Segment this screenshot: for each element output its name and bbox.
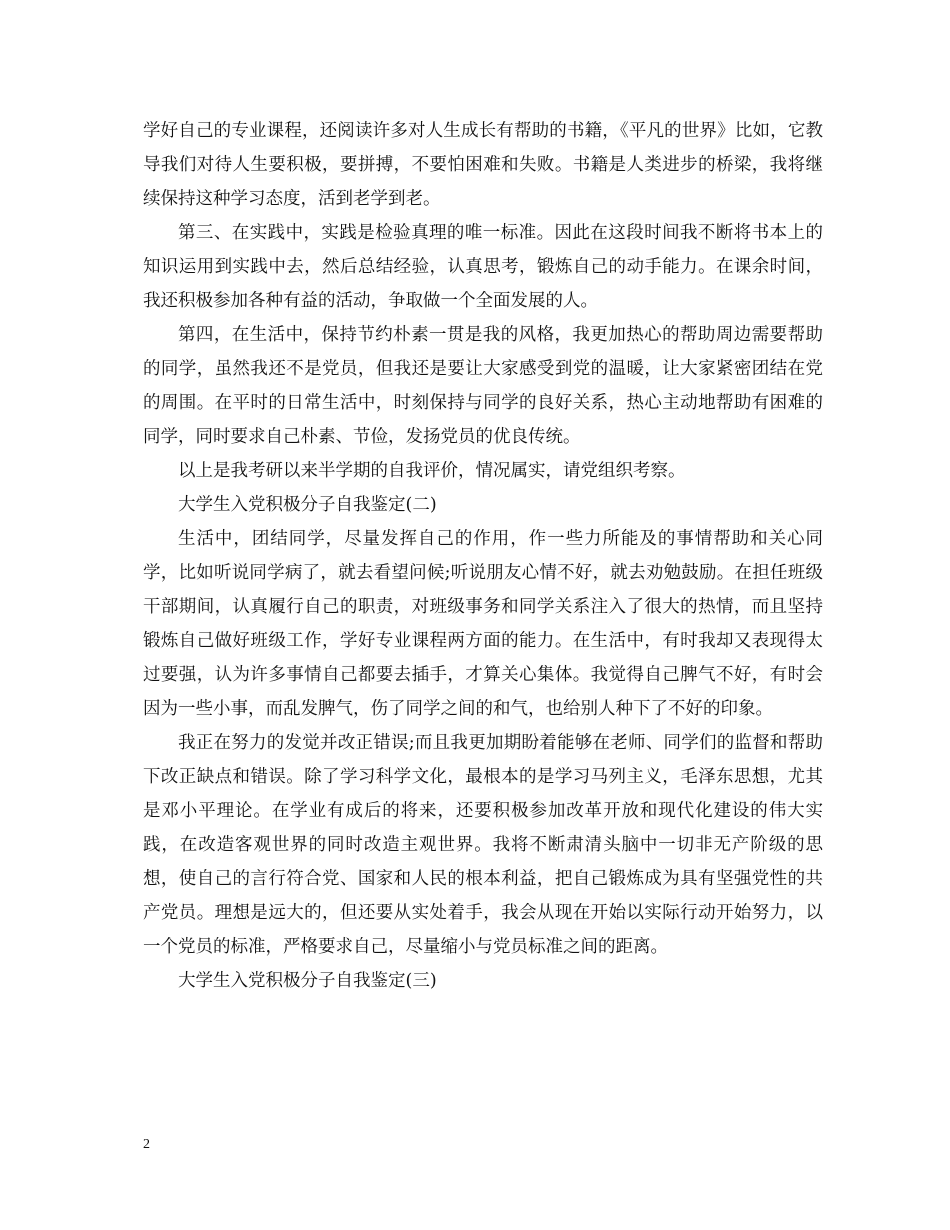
paragraph-unity: 生活中，团结同学，尽量发挥自己的作用，作一些力所能及的事情帮助和关心同学，比如听说同学病了，就去看望问候;听说朋友心情不好，就去劝勉鼓励。在担任班级干部期间，认真履行自己的职责，对班级事务和同学关系注入了很大的热情，而且坚持锻炼自己做好班级工作，学好专业课程两方面的能力。在生活中，有时我却又表现得太过要强，认为许多事情自己都要去插手，才算关心集体。我觉得自己脾气不好，有时会因为一些小事，而乱发脾气，伤了同学之间的和气，也给别人种下了不好的印象。 [143,529,823,719]
section-heading-two: 大学生入党积极分子自我鉴定(二) [178,495,437,515]
paragraph-summary: 以上是我考研以来半学期的自我评价，情况属实，请党组织考察。 [178,461,686,481]
paragraph-improvement: 我正在努力的发觉并改正错误;而且我更加期盼着能够在老师、同学们的监督和帮助下改正缺点和错误。除了学习科学文化，最根本的是学习马列主义，毛泽东思想，尤其是邓小平理论。在学业有成后的将来，还要积极参加改革开放和现代化建设的伟大实践，在改造客观世界的同时改造主观世界。我将不断肃清头脑中一切非无产阶级的思想，使自己的言行符合党、国家和人民的根本利益，把自己锻炼成为具有坚强党性的共产党员。理想是远大的，但还要从实处着手，我会从现在开始以实际行动开始努力，以一个党员的标准，严格要求自己，尽量缩小与党员标准之间的距离。 [143,733,823,957]
paragraph-practice: 第三、在实践中，实践是检验真理的唯一标准。因此在这段时间我不断将书本上的知识运用到实践中去，然后总结经验，认真思考，锻炼自己的动手能力。在课余时间，我还积极参加各种有益的活动，争取做一个全面发展的人。 [143,223,823,311]
section-heading-three: 大学生入党积极分子自我鉴定(三) [178,971,437,991]
paragraph-life: 第四，在生活中，保持节约朴素一贯是我的风格，我更加热心的帮助周边需要帮助的同学，虽然我还不是党员，但我还是要让大家感受到党的温暖，让大家紧密团结在党的周围。在平时的日常生活中，时刻保持与同学的良好关系，热心主动地帮助有困难的同学，同时要求自己朴素、节俭，发扬党员的优良传统。 [143,325,823,447]
page-body [143,114,823,998]
page-number: 2 [143,1137,150,1152]
paragraph-continued: 学好自己的专业课程，还阅读许多对人生成长有帮助的书籍，《平凡的世界》比如，它教导我们对待人生要积极，要拼搏，不要怕困难和失败。书籍是人类进步的桥梁，我将继续保持这种学习态度，活到老学到老。 [143,121,823,209]
